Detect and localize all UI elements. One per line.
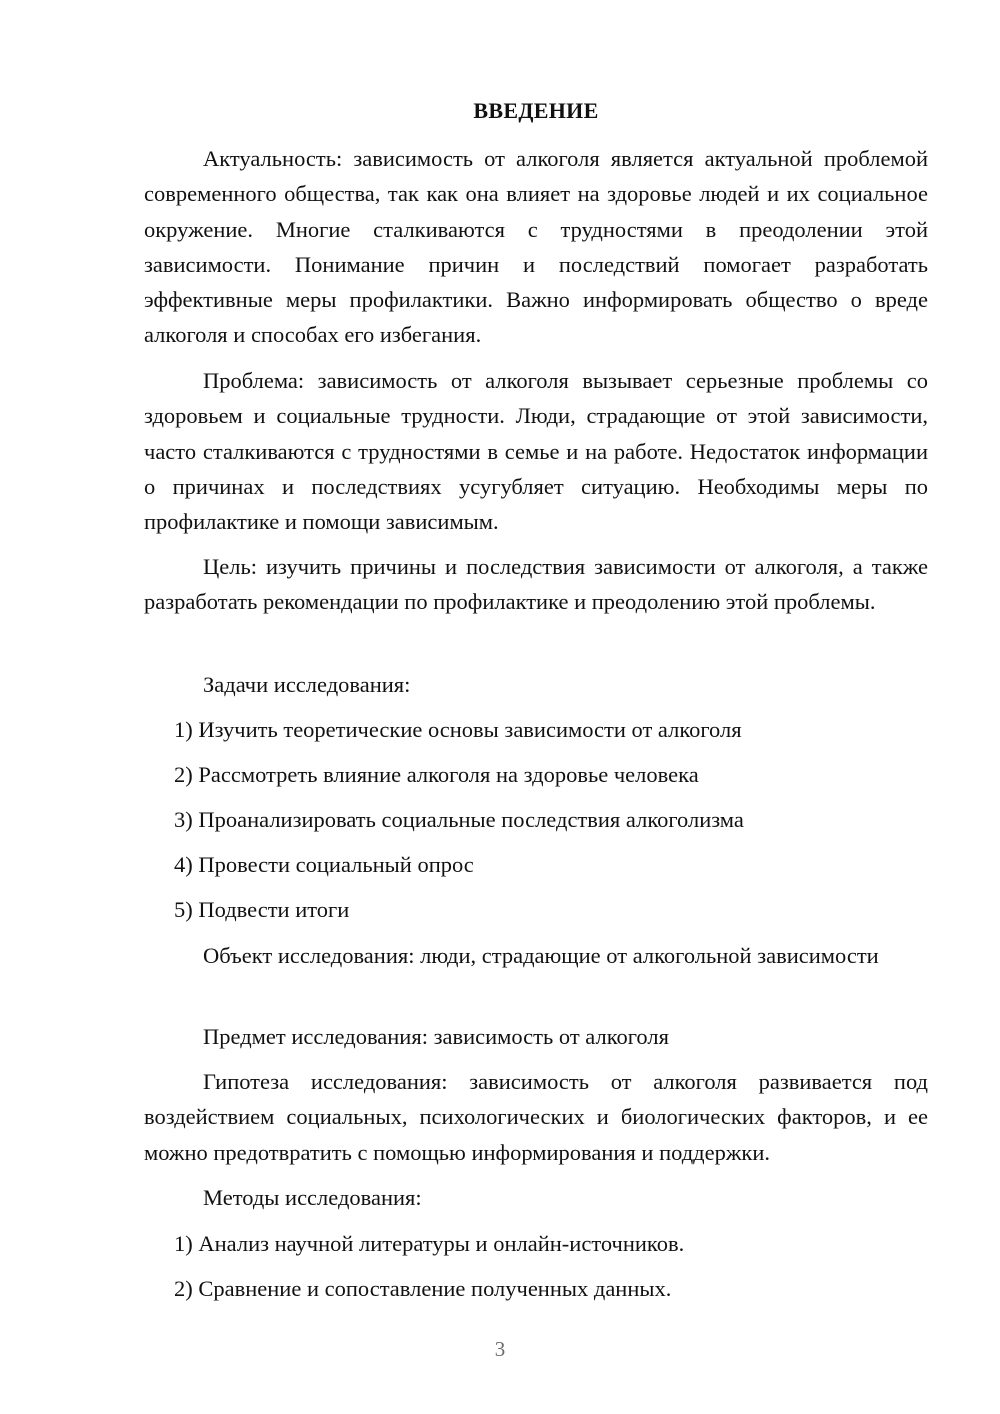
task-item: 2) Рассмотреть влияние алкоголя на здоровье человека [174,762,699,787]
task-item: 4) Провести социальный опрос [174,852,474,877]
subject-paragraph: Предмет исследования: зависимость от алкоголя [203,1024,669,1049]
task-item: 3) Проанализировать социальные последствия алкоголизма [174,807,744,832]
page-title: ВВЕДЕНИЕ [473,98,599,123]
goal-paragraph: Цель: изучить причины и последствия зависимости от алкоголя, а также разработать рекомендации по профилактике и преодолению этой проблемы. [144,554,928,615]
methods-heading: Методы исследования: [203,1185,422,1210]
hypothesis-paragraph: Гипотеза исследования: зависимость от алкоголя развивается под воздействием социальных, психологических и биологических факторов, и ее можно предотвратить с помощью информирования и поддержки. [144,1069,928,1165]
method-item: 1) Анализ научной литературы и онлайн-источников. [174,1231,685,1256]
page-number: 3 [494,1337,506,1361]
method-item: 2) Сравнение и сопоставление полученных данных. [174,1276,672,1301]
problem-paragraph: Проблема: зависимость от алкоголя вызывает серьезные проблемы со здоровьем и социальные трудности. Люди, страдающие от этой зависимости, часто сталкиваются с трудностями в семье и на работе. Недостаток информации о причинах и последствиях усугубляет ситуацию. Необходимы меры по профилактике и помощи зависимым. [144,368,928,535]
task-item: 5) Подвести итоги [174,897,350,922]
relevance-paragraph: Актуальность: зависимость от алкоголя является актуальной проблемой современного общества, так как она влияет на здоровье людей и их социальное окружение. Многие сталкиваются с трудностями в преодолении этой зависимости. Понимание причин и последствий помогает разработать эффективные меры профилактики. Важно информировать общество о вреде алкоголя и способах его избегания. [144,146,928,348]
object-paragraph: Объект исследования: люди, страдающие от алкогольной зависимости [203,943,879,968]
tasks-heading: Задачи исследования: [203,672,411,697]
task-item: 1) Изучить теоретические основы зависимости от алкоголя [174,717,742,742]
